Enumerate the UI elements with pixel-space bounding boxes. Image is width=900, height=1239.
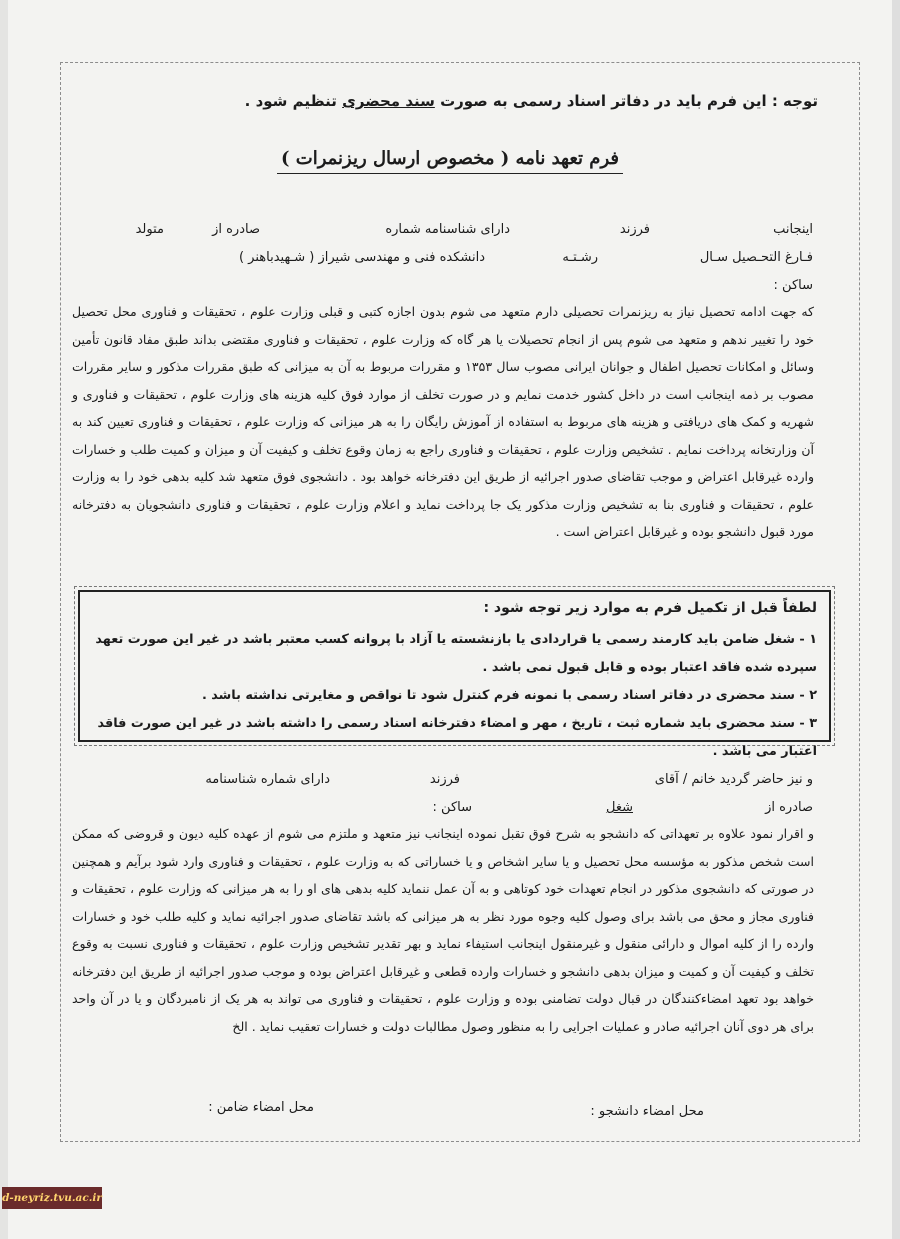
commitment-paragraph: که جهت ادامه تحصیل نیاز به ریزنمرات تحصیلی دارم متعهد می شوم بدون اجازه کتبی و قبلی وزارت علوم ، تحقیقات و فناوری محل تحصیل خود را تغییر ندهم و متعهد می شوم پس از انجام تحصیلات یا هر گاه که وزارت علوم ، تحقیقات و فناوری مقتضی بداند طبق مفاد قانون تأمین وسائل و امکانات تحصیل اطفال و جوانان ایرانی مصوب سال ۱۳۵۳ و مقررات مربوط به آن به میزانی که طبق مقررات مذکور و سایر مقررات مصوب بر ذمه اینجانب است در داخل کشور خدمت نمایم و در صورت تخلف از موارد فوق کلیه هزینه های وزارت علوم ، تحقیقات و فناوری و شهریه و کمک های دریافتی و هزینه های مربوط به استفاده از آموزش رایگان را به هر میزانی که وزارت علوم ، تحقیقات و فناوری تعیین کند به آن وزارتخانه پرداخت نمایم . تشخیص وزارت علوم ، تحقیقات و فناوری راجع به زمان وقوع تخلف و کیفیت آن و میزان و کمیت طلب و خسارات وارده غیرقابل اعتراض و موجب تقاضای صدور اجرائیه از طریق این دفترخانه خواهد بود . دانشجوی فوق متعهد شد کلیه بدهی خود را به وزارت علوم ، تحقیقات و فناوری بنا به تشخیص وزارت مذکور یک جا پرداخت نماید و اعلام وزارت علوم ، تحقیقات و فناوری دانشجویان به دفترخانه مورد قبول دانشجو بوده و غیرقابل اعتراض است . xyxy=(72,304,814,539)
guarantor-label-residence: ساکن : xyxy=(432,800,472,815)
notice-line xyxy=(90,92,818,110)
attention-item: ۱ - شغل ضامن باید کارمند رسمی یا قراردادی یا بازنشسته یا آزاد با پروانه کسب معتبر باشد در غیر این صورت تعهد سپرده شده فاقد اعتبار بوده و قابل قبول نمی باشد . xyxy=(95,632,817,675)
field-label-major: رشـتـه xyxy=(562,250,598,265)
scan-left-edge xyxy=(0,0,8,1239)
field-label-graduation-year: فـارغ التحـصيل سـال xyxy=(699,250,813,265)
guarantor-label-id-number: دارای شماره شناسنامه xyxy=(205,772,330,787)
field-label-issued-from: صادره از xyxy=(212,222,260,237)
form-title xyxy=(0,148,900,169)
guarantor-label-job: شغل xyxy=(605,800,633,815)
guarantor-signature-label: محل امضاء ضامن : xyxy=(208,1100,314,1115)
guarantor-label-father: فرزند xyxy=(429,772,460,787)
attention-box xyxy=(78,590,831,759)
scan-right-edge xyxy=(892,0,900,1239)
student-signature-label: محل امضاء دانشجو : xyxy=(590,1104,704,1119)
field-label-father: فرزند xyxy=(619,222,650,237)
guarantor-label-name: و نیز حاضر گردید خانم / آقای xyxy=(654,772,813,787)
guarantor-paragraph: و اقرار نمود علاوه بر تعهداتی که دانشجو به شرح فوق تقبل نموده اینجانب نیز متعهد و ملتزم می شوم از عهده کلیه دیون و قروضی که ممکن است شخص مذکور به مؤسسه محل تحصیل و یا سایر اشخاص و یا خساراتی که به وزارت علوم ، تحقیقات و فناوری وارد شود برآیم و همچنین در صورتی که دانشجوی مذکور در انجام تعهدات خود کوتاهی و به آن عمل ننماید کلیه بدهی های او را به هر میزانی که وزارت علوم ، تحقیقات و فناوری مجاز و محق می باشد برای وصول کلیه وجوه مورد نظر به هر میزانی که باشد تقاضای صدور اجرائیه نماید و کلیه طلب خود و خسارات وارده را از کلیه اموال و دارائی منقول و غیرمنقول اینجانب استیفاء نماید و بهر تقدیر تشخیص وزارت علوم ، تحقیقات و فناوری نسبت به وقوع تخلف و کیفیت آن و کمیت و میزان بدهی دانشجو و خسارات وارده قطعی و غیرقابل اعتراض بوده و موجب صدور اجرائیه از طریق این دفترخانه خواهد بود تعهد امضاءکنندگان در قبال دولت تضامنی بوده و وزارت علوم ، تحقیقات و فناوری می تواند به هر یک از نامبردگان و یا در آن واحد برای هر دوی آنان اجرائیه صادر و عملیات اجرایی را به منظور وصول مطالبات دولت و خسارات تعقیب نماید . الخ xyxy=(72,826,814,1034)
footer-url-badge[interactable]: d-neyriz.tvu.ac.ir xyxy=(2,1187,102,1209)
notice-text-b: سند محضری xyxy=(342,92,435,110)
notice-text-a: توجه : این فرم باید در دفاتر اسناد رسمی به صورت xyxy=(440,92,818,110)
attention-list xyxy=(92,626,817,766)
field-label-residence: ساکن : xyxy=(773,278,813,293)
field-label-name: اینجانب xyxy=(773,222,813,237)
attention-item: ۳ - سند محضری باید شماره ثبت ، تاریخ ، مهر و امضاء دفترخانه اسناد رسمی را داشته باشد در غیر این صورت فاقد اعتبار می باشد . xyxy=(97,716,817,759)
form-title-text: فرم تعهد نامه ( مخصوص ارسال ریزنمرات ) xyxy=(277,148,623,174)
attention-item: ۲ - سند محضری در دفاتر اسناد رسمی با نمونه فرم کنترل شود تا نواقص و مغایرتی نداشته باشد . xyxy=(201,688,817,703)
guarantor-label-issued-from: صادره از xyxy=(765,800,813,815)
attention-heading: لطفاً قبل از تکمیل فرم به موارد زیر توجه شود : xyxy=(483,600,817,616)
field-label-born: متولد xyxy=(135,222,164,237)
field-label-id-number: دارای شناسنامه شماره xyxy=(385,222,510,237)
notice-text-c: تنظیم شود . xyxy=(244,92,337,110)
field-label-faculty: دانشکده فنی و مهندسی شیراز ( شـهیدباهنر ) xyxy=(238,250,485,265)
